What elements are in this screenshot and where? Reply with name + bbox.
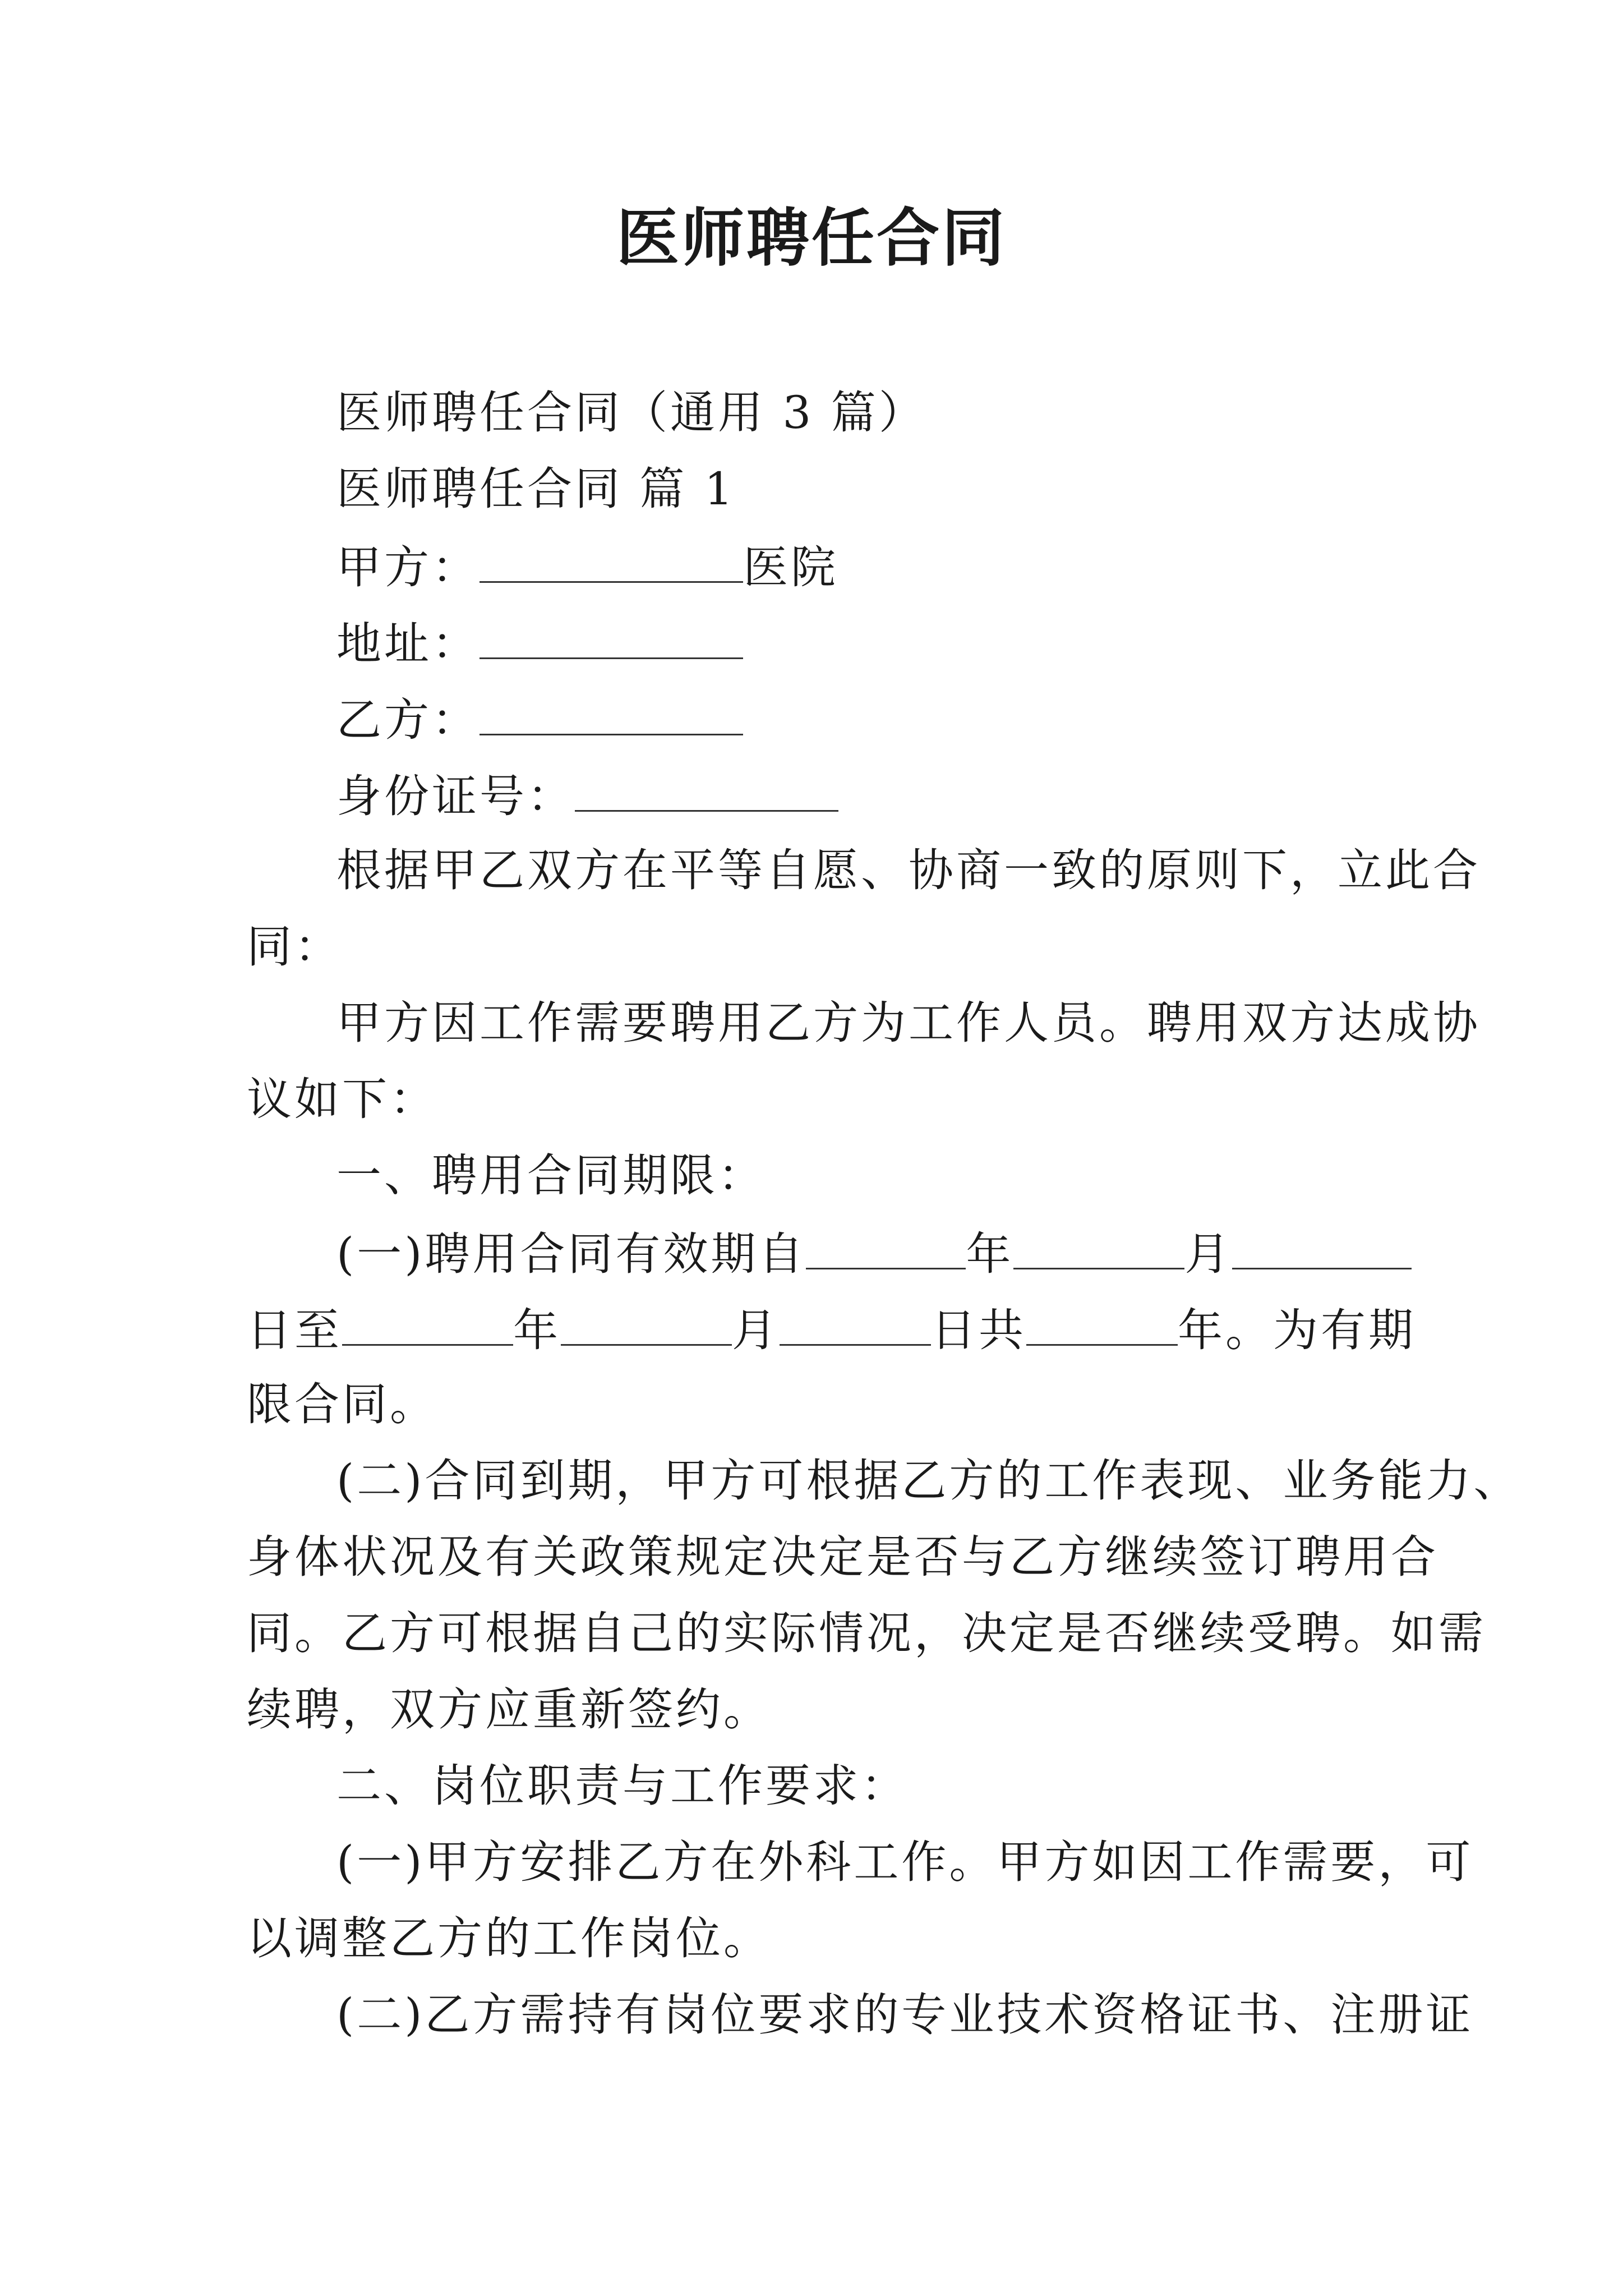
s1-1-line-2 — [247, 1300, 1416, 1359]
s1-1-line-1 — [336, 1224, 1385, 1282]
start-day-blank — [1232, 1224, 1412, 1269]
s1-2-line-1: (二)合同到期，甲方可根据乙方的工作表现、业务能力、 — [336, 1455, 1521, 1507]
end-day-blank — [780, 1300, 931, 1346]
party-b-blank — [479, 690, 743, 735]
s1-2-line-4: 续聘，双方应重新签约。 — [247, 1683, 771, 1736]
s1-1-day-to: 日至 — [247, 1304, 342, 1356]
id-line — [336, 766, 1385, 825]
s1-1-year: 年 — [966, 1228, 1014, 1280]
page-title: 医师聘任合同 — [616, 201, 1007, 275]
section-1-title: 一、聘用合同期限： — [336, 1149, 766, 1202]
s1-1-month: 月 — [1184, 1228, 1233, 1280]
s1-2-line-2: 身体状况及有关政策规定决定是否与乙方继续签订聘用合 — [247, 1531, 1438, 1583]
s2-2-line-1: (二)乙方需持有岗位要求的专业技术资格证书、注册证 — [336, 1989, 1474, 2041]
s1-1-line-3: 限合同。 — [247, 1378, 437, 1430]
s2-1-line-1: (一)甲方安排乙方在外科工作。甲方如因工作需要，可 — [336, 1836, 1474, 1888]
heading-general: 医师聘任合同（通用 3 篇） — [336, 386, 926, 439]
agreement-line-2: 议如下： — [247, 1073, 437, 1125]
start-year-blank — [806, 1224, 966, 1269]
id-blank — [575, 766, 838, 812]
party-b-label: 乙方： — [336, 694, 479, 746]
section-2-title: 二、岗位职责与工作要求： — [336, 1760, 909, 1812]
s1-1-day-total: 日共 — [931, 1304, 1026, 1356]
heading-part1: 医师聘任合同 篇 1 — [336, 463, 736, 515]
s1-1-prefix: (一)聘用合同有效期自 — [336, 1228, 806, 1280]
party-a-suffix: 医院 — [743, 541, 838, 593]
address-label: 地址： — [336, 618, 479, 670]
agreement-line-1: 甲方因工作需要聘用乙方为工作人员。聘用双方达成协 — [336, 997, 1481, 1049]
party-a-blank — [479, 537, 743, 583]
start-month-blank — [1013, 1224, 1184, 1269]
end-month-blank — [561, 1300, 732, 1346]
s1-1-year2: 年 — [513, 1304, 561, 1356]
preamble-line-2: 同： — [247, 921, 342, 973]
address-line — [336, 614, 1385, 672]
party-a-line — [336, 537, 1385, 596]
total-years-blank — [1026, 1300, 1178, 1346]
party-a-label: 甲方： — [336, 541, 479, 593]
s2-1-line-2: 以调整乙方的工作岗位。 — [247, 1912, 771, 1964]
s1-1-year-end: 年。为有期 — [1178, 1304, 1416, 1356]
s1-1-month2: 月 — [732, 1304, 780, 1356]
preamble-line-1: 根据甲乙双方在平等自愿、协商一致的原则下，立此合 — [336, 844, 1481, 896]
s1-2-line-3: 同。乙方可根据自己的实际情况，决定是否继续受聘。如需 — [247, 1607, 1486, 1659]
party-b-line — [336, 690, 1385, 748]
address-blank — [479, 614, 743, 659]
end-year-blank — [342, 1300, 513, 1346]
id-label: 身份证号： — [336, 770, 575, 822]
